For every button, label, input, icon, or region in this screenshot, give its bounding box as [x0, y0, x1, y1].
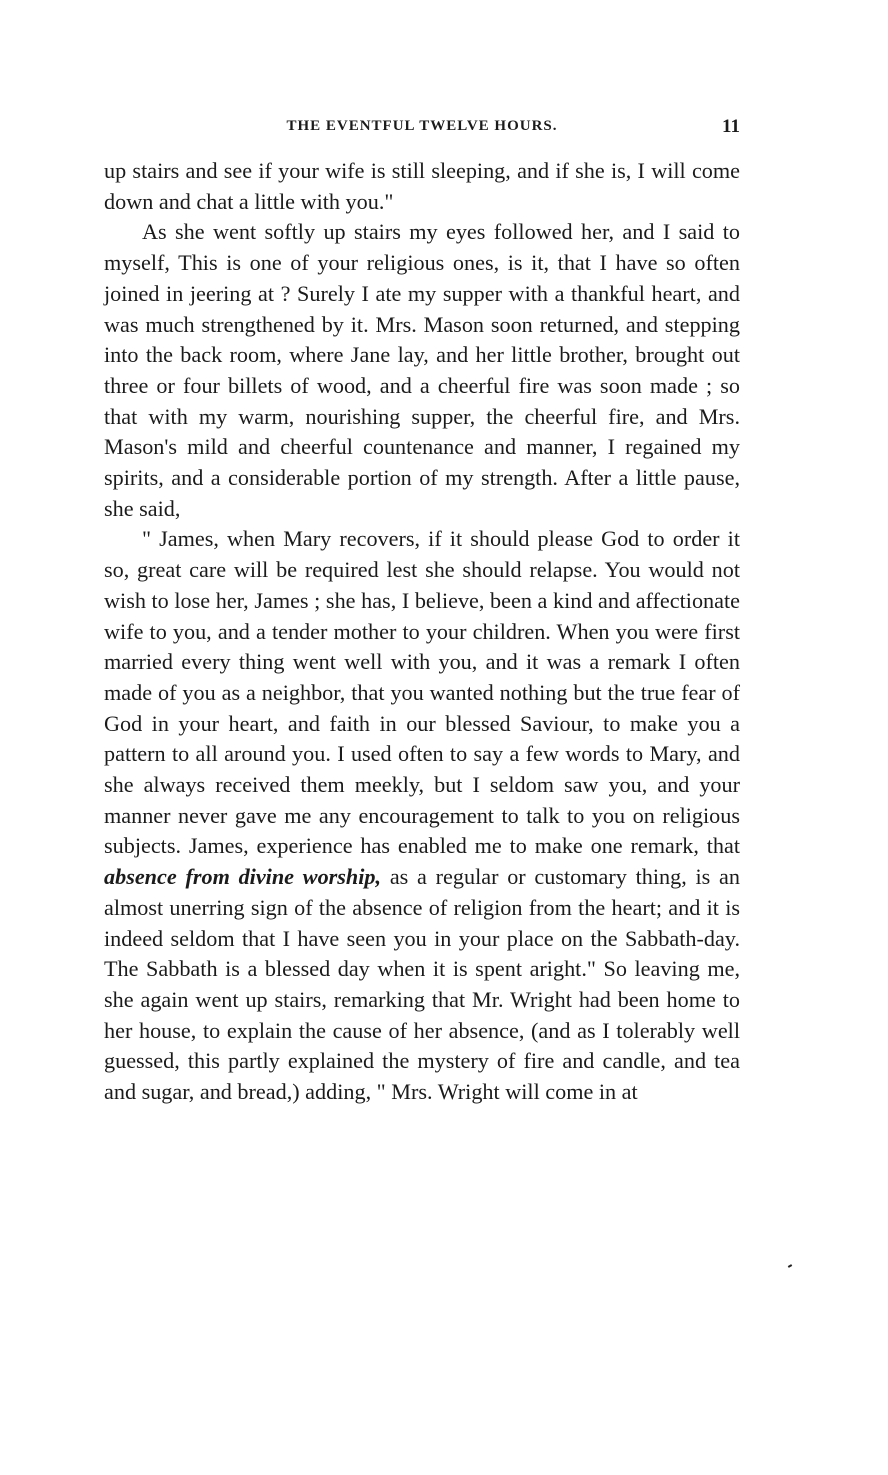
paragraph-text: As she went softly up stairs my eyes followed her, and I said to myself, This is one of your religious ones, is it, that I have so often joined in jeering at ? Surely I ate my supper with a thankful heart, and was much strengthened by it. Mrs. Mason soon returned, and stepping into the back room, where Jane lay, and her little brother, brought out three or four billets of wood, and a cheerful fire was soon made ; so that with my warm, nourishing supper, the cheerful fire, and Mrs. Mason's mild and cheerful countenance and manner, I regained my spirits, and a considerable portion of my strength. After a little pause, she said,	[104, 219, 740, 521]
page-number: 11	[722, 116, 740, 137]
paragraph-text: as a regular or customary thing, is an almost unerring sign of the absence of religion from the heart; and it is indeed seldom that I have seen you in your place on the Sabbath-day. The Sabbath is a blessed day when it is spent aright." So leaving me, she again went up stairs, remarking that Mr. Wright had been home to her house, to explain the cause of her absence, (and as I tolerably well guessed, this partly explained the mystery of fire and candle, and tea and sugar, and bread,) adding, " Mrs. Wright will come in at	[104, 864, 740, 1105]
paragraph-text: up stairs and see if your wife is still sleeping, and if she is, I will come down and chat a little with you."	[104, 158, 740, 214]
paragraph	[104, 217, 740, 524]
paragraph	[104, 524, 740, 1107]
ink-speck	[788, 1264, 792, 1268]
paragraph-continuation	[104, 156, 740, 217]
paragraph-text: " James, when Mary recovers, if it should please God to order it so, great care will be required lest she should relapse. You would not wish to lose her, James ; she has, I believe, been a kind and affectionate wife to you, and a tender mother to your children. When you were first married every thing went well with you, and it was a remark I often made of you as a neighbor, that you wanted nothing but the true fear of God in your heart, and faith in our blessed Saviour, to make you a pattern to all around you. I used often to say a few words to Mary, and she always received them meekly, but I seldom saw you, and your manner never gave me any encouragement to talk to you on religious subjects. James, experience has enabled me to make one remark, that	[104, 526, 740, 859]
body-text	[104, 156, 740, 1108]
running-title: THE EVENTFUL TWELVE HOURS.	[286, 118, 558, 134]
emphasized-phrase: absence from divine worship,	[104, 864, 382, 890]
page-header	[104, 116, 740, 140]
